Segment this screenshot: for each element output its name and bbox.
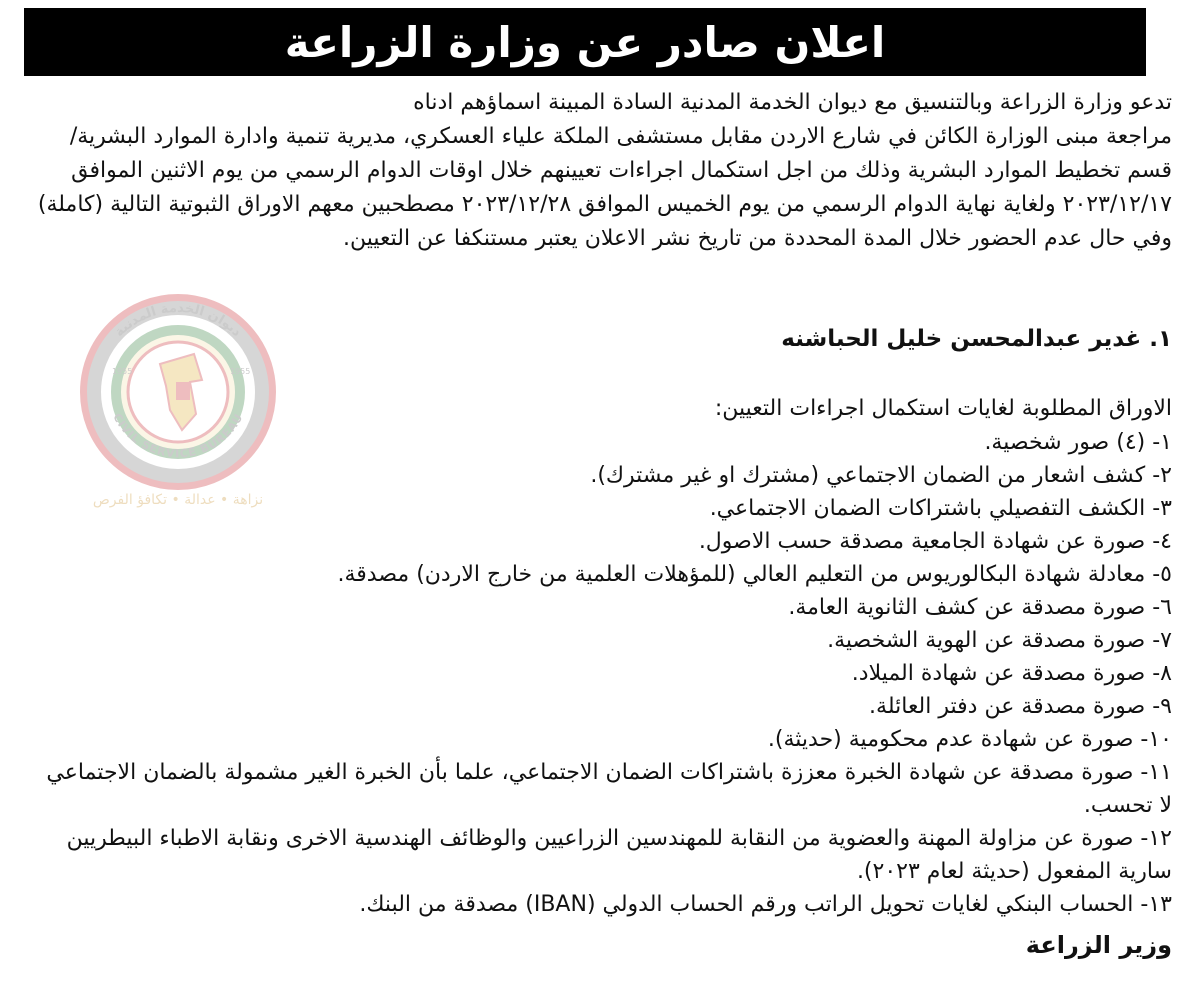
minister-signature: وزير الزراعة bbox=[1025, 931, 1172, 959]
svg-text:CIVIL SERVICE BUREAU: CIVIL SERVICE BUREAU bbox=[110, 411, 246, 461]
document-item: ١٢- صورة عن مزاولة المهنة والعضوية من النقابة للمهندسين الزراعيين والوظائف الهندسية الاخرى ونقابة الاطباء البيطريين سارية المفعول (حديثة لعام ٢٠٢٣). bbox=[66, 826, 1172, 884]
document-item: ١٠- صورة عن شهادة عدم محكومية (حديثة). bbox=[767, 727, 1172, 752]
document-item: ٧- صورة مصدقة عن الهوية الشخصية. bbox=[827, 628, 1172, 653]
document-item: ٥- معادلة شهادة البكالوريوس من التعليم العالي (للمؤهلات العلمية من خارج الاردن) مصدقة. bbox=[337, 562, 1172, 587]
intro-paragraph: مراجعة مبنى الوزارة الكائن في شارع الاردن مقابل مستشفى الملكة علياء العسكري، مديرية تنمية وادارة الموارد البشرية/قسم تخطيط الموارد البشرية وذلك من اجل استكمال اجراءات تعيينهم خلال اوقات الدوام الرسمي من يوم الاثنين الموافق ٢٠٢٣/١٢/١٧ ولغاية نهاية الدوام الرسمي من يوم الخميس الموافق ٢٠٢٣/١٢/٢٨ مصطحبين معهم الاوراق الثبوتية التالية (كاملة) وفي حال عدم الحضور خلال المدة المحددة من تاريخ نشر الاعلان يعتبر مستنكفا عن التعيين. bbox=[37, 124, 1172, 251]
svg-text:1955: 1955 bbox=[230, 367, 251, 376]
svg-text:1955: 1955 bbox=[112, 367, 133, 376]
document-item: ٤- صورة عن شهادة الجامعية مصدقة حسب الاصول. bbox=[698, 529, 1172, 554]
intro-section bbox=[34, 86, 1172, 256]
document-item: ٣- الكشف التفصيلي باشتراكات الضمان الاجتماعي. bbox=[709, 496, 1172, 521]
announcement-header bbox=[24, 8, 1146, 76]
svg-text:نزاهة • عدالة • تكافؤ الفرص: نزاهة • عدالة • تكافؤ الفرص bbox=[92, 492, 264, 508]
svg-text:ديوان الخدمة المدنية: ديوان الخدمة المدنية bbox=[112, 300, 244, 340]
document-item: ٨- صورة مصدقة عن شهادة الميلاد. bbox=[851, 661, 1172, 686]
document-item: ١٣- الحساب البنكي لغايات تحويل الراتب ورقم الحساب الدولي (IBAN) مصدقة من البنك. bbox=[359, 892, 1172, 917]
candidate-name: ١. غدير عبدالمحسن خليل الحباشنه bbox=[781, 326, 1172, 352]
document-item: ٢- كشف اشعار من الضمان الاجتماعي (مشترك او غير مشترك). bbox=[590, 463, 1172, 488]
document-item: ١- (٤) صور شخصية. bbox=[984, 430, 1172, 455]
document-item: ٩- صورة مصدقة عن دفتر العائلة. bbox=[869, 694, 1172, 719]
document-item: ٦- صورة مصدقة عن كشف الثانوية العامة. bbox=[788, 595, 1172, 620]
document-item: ١١- صورة مصدقة عن شهادة الخبرة معززة باشتراكات الضمان الاجتماعي، علما بأن الخبرة الغير مشمولة بالضمان الاجتماعي لا تحسب. bbox=[46, 760, 1172, 818]
documents-heading: الاوراق المطلوبة لغايات استكمال اجراءات التعيين: bbox=[714, 396, 1172, 421]
intro-line: تدعو وزارة الزراعة وبالتنسيق مع ديوان الخدمة المدنية السادة المبينة اسماؤهم ادناه bbox=[413, 90, 1172, 115]
announcement-title: اعلان صادر عن وزارة الزراعة bbox=[284, 17, 886, 67]
documents-list bbox=[34, 426, 1172, 921]
